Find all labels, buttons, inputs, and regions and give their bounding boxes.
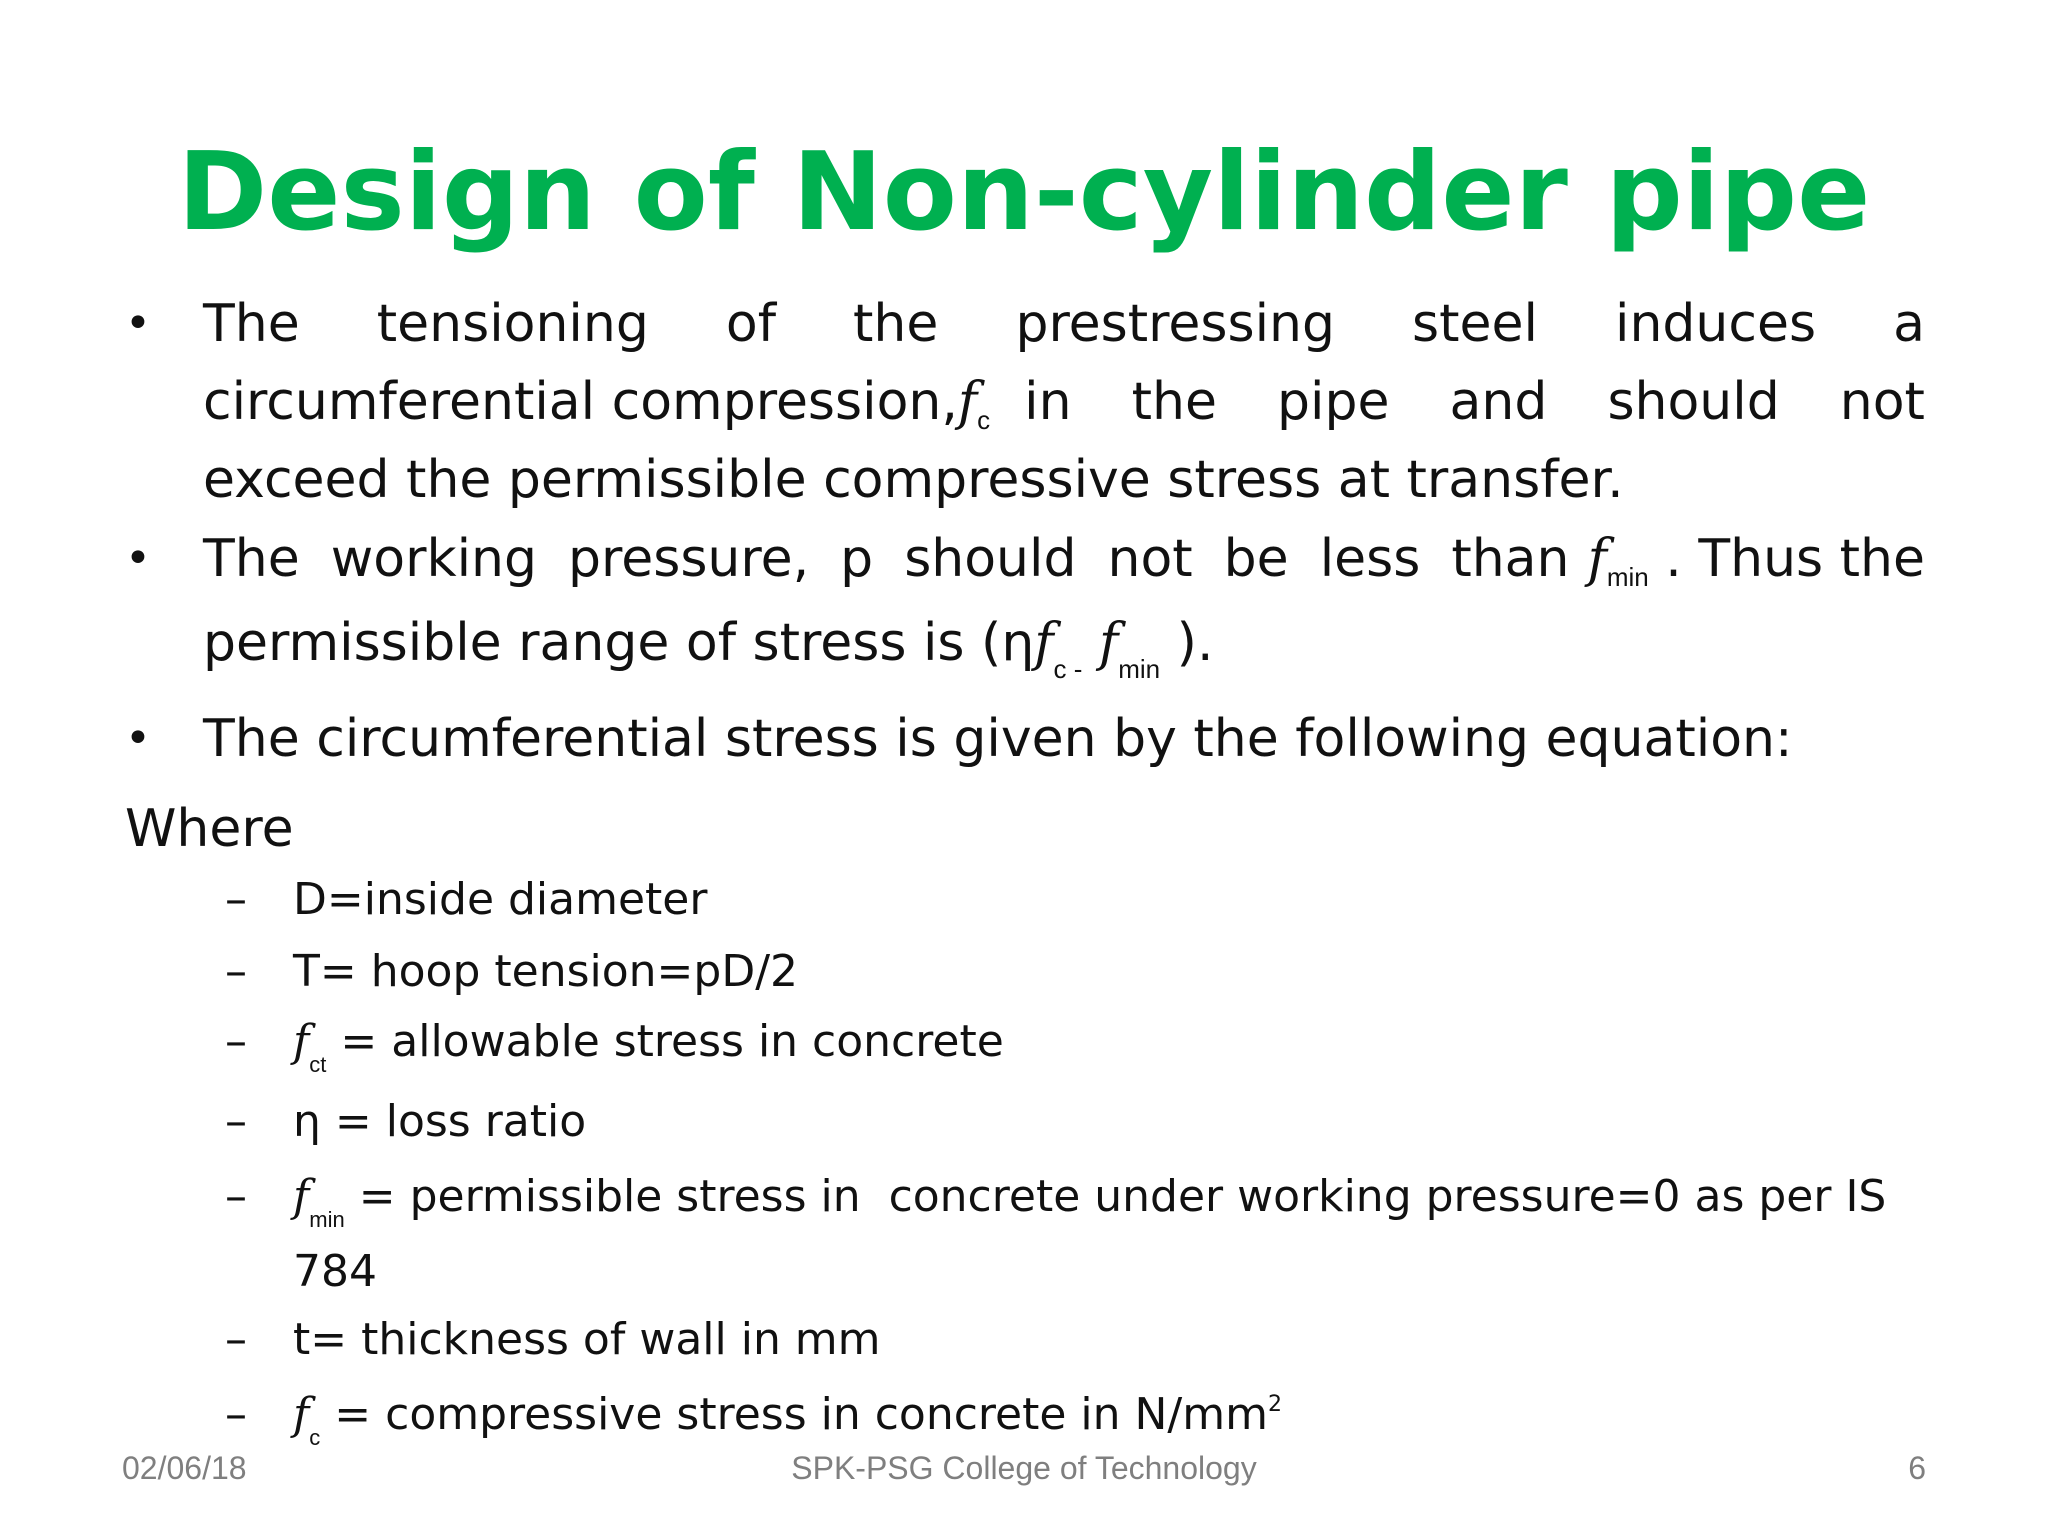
bullet-line — [203, 363, 1925, 441]
footer-institution: SPK-PSG College of Technology — [791, 1450, 1257, 1486]
text-span: . Thus the — [1648, 529, 1925, 589]
word: and — [1449, 372, 1548, 432]
word: working — [330, 529, 537, 589]
word: than — [1451, 529, 1570, 589]
bullet-marker: • — [125, 713, 151, 764]
word: not — [1107, 529, 1193, 589]
bullet-line: exceed the permissible compressive stress at transfer. — [203, 450, 1624, 510]
word: should — [1607, 372, 1780, 432]
word: of — [725, 294, 776, 354]
subscript: min — [309, 1207, 345, 1232]
word: tensioning — [376, 294, 649, 354]
dash-marker: – — [225, 1171, 247, 1222]
footer-date: 02/06/18 — [122, 1450, 247, 1486]
dash-marker: – — [225, 1096, 247, 1147]
word: pressure, — [568, 529, 810, 589]
symbol-f: f — [1587, 529, 1607, 589]
word: the — [1131, 372, 1217, 432]
word: be — [1223, 529, 1289, 589]
text-span: = allowable stress in concrete — [326, 1016, 1004, 1067]
text-span: ). — [1160, 613, 1214, 673]
symbol-f: f — [293, 1171, 310, 1222]
subscript: c — [309, 1425, 321, 1450]
symbol-f: f — [1082, 613, 1119, 673]
footer-page-number: 6 — [1908, 1450, 1926, 1486]
definition-text: T= hoop tension=pD/2 — [293, 946, 799, 997]
subscript: min — [1118, 654, 1161, 684]
dash-marker: – — [225, 946, 247, 997]
definition-text — [293, 1012, 1925, 1079]
text-span: = compressive stress in concrete in N/mm — [320, 1389, 1268, 1440]
word: in — [1024, 372, 1072, 432]
text-span: circumferential compression, — [203, 372, 958, 432]
definition-text — [293, 1167, 1925, 1302]
bullet-marker: • — [125, 298, 151, 349]
word: pipe — [1277, 372, 1390, 432]
bullet-line — [203, 604, 1925, 682]
word: The — [203, 529, 300, 589]
dash-marker: – — [225, 1314, 247, 1365]
word: prestressing — [1015, 294, 1335, 354]
definition-line — [293, 1167, 1925, 1234]
word: The — [203, 294, 300, 354]
dash-marker: – — [225, 874, 247, 925]
definition-text: η = loss ratio — [293, 1096, 587, 1147]
where-label: Where — [125, 799, 294, 859]
symbol-f: f — [293, 1016, 310, 1067]
word: not — [1839, 372, 1925, 432]
text-span-justified — [203, 520, 1588, 598]
symbol-f: f — [293, 1389, 310, 1440]
bullet-marker: • — [125, 533, 151, 584]
bullet-circumferential-stress — [125, 700, 1925, 780]
text-span — [293, 1167, 1886, 1234]
bullet-tensioning — [125, 285, 1925, 525]
definition-text: t= thickness of wall in mm — [293, 1314, 881, 1365]
word: induces — [1615, 294, 1817, 354]
word: steel — [1412, 294, 1538, 354]
subscript: min — [1606, 562, 1649, 592]
symbol-f: f — [1034, 613, 1054, 673]
text-span-justified — [990, 363, 1925, 441]
text-span: = permissible stress in concrete under working pressure=0 as per IS — [344, 1171, 1887, 1222]
definition-line: 784 — [293, 1246, 377, 1297]
superscript: 2 — [1267, 1392, 1282, 1417]
bullet-text — [203, 520, 1925, 682]
word: less — [1319, 529, 1421, 589]
bullet-working-pressure — [125, 520, 1925, 690]
subscript: ct — [309, 1052, 327, 1077]
bullet-line — [203, 520, 1925, 598]
subscript: c - — [1053, 654, 1083, 684]
word: should — [904, 529, 1077, 589]
word: p — [840, 529, 874, 589]
bullet-text — [203, 700, 1925, 778]
word: the — [853, 294, 939, 354]
definition-text: D=inside diameter — [293, 874, 708, 925]
bullet-line — [203, 285, 1925, 363]
slide-title: Design of Non-cylinder pipe — [177, 130, 1871, 255]
word: a — [1893, 294, 1925, 354]
dash-marker: – — [225, 1389, 247, 1440]
text-span: permissible range of stress is (η — [203, 613, 1035, 673]
subscript: c — [977, 405, 991, 435]
bullet-line: The circumferential stress is given by the following equation: — [203, 709, 1793, 769]
symbol-f: f — [957, 372, 978, 432]
definition-text — [293, 1385, 1925, 1453]
dash-marker: – — [225, 1016, 247, 1067]
bullet-text — [203, 285, 1925, 519]
